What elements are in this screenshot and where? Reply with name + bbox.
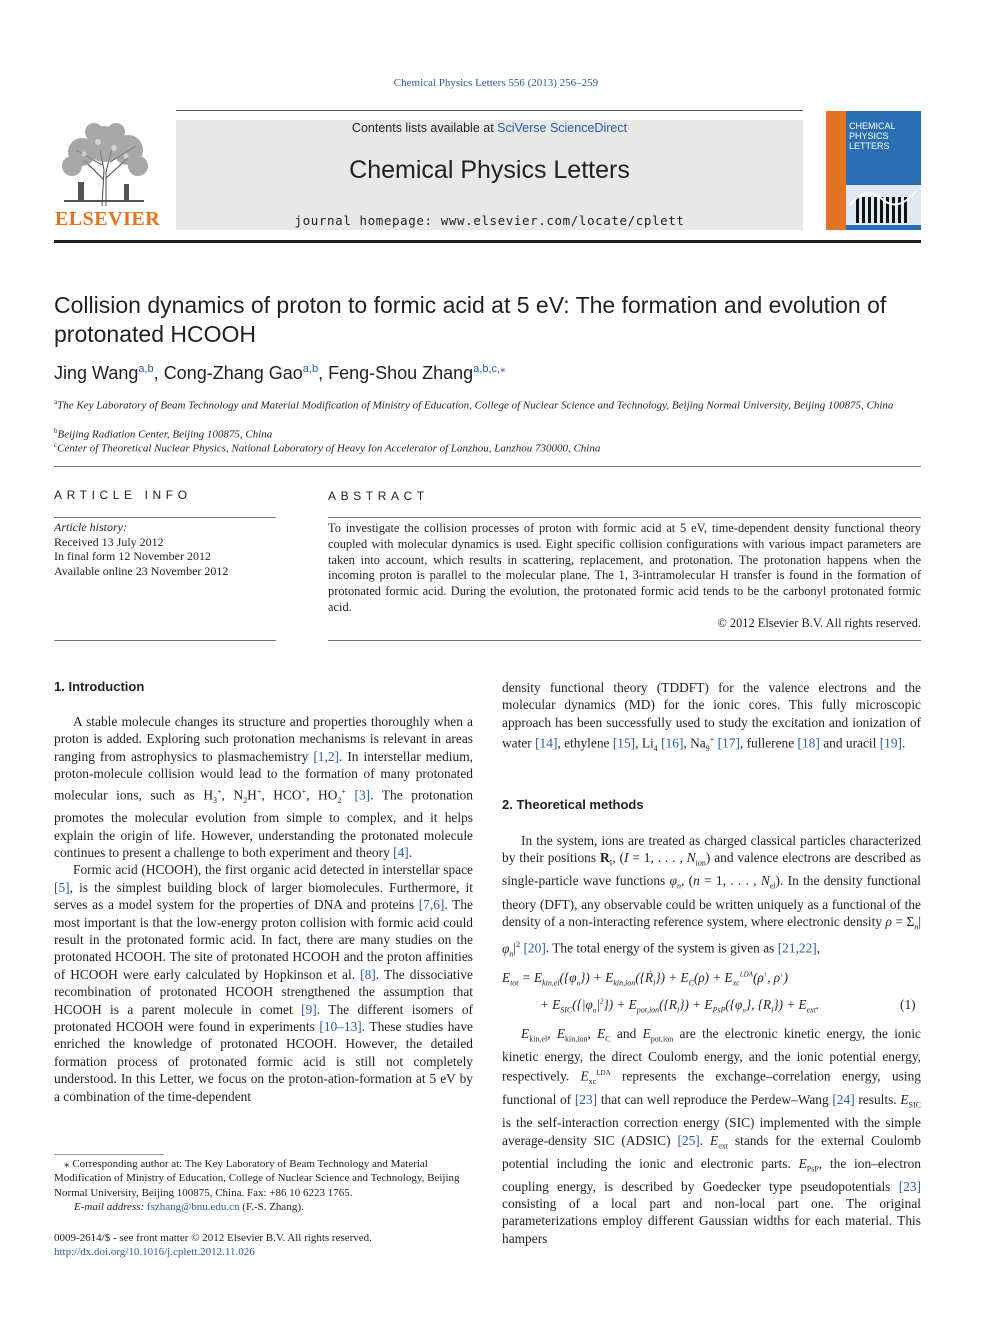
author-affil-mark[interactable]: a,b <box>302 363 319 375</box>
paragraph: In the system, ions are treated as charged classical particles characterized by their positions $R_I$, (I = 1, . . . , $N_{ion}$) and valence electrons are described as single-particle wave functions $\varphi_n$, (n = 1, . . . , $N_{el}$). In the density functional theory (DFT), any observable could be written uniquely as a functional of the density of a non-interacting reference system, where electronic density $\rho = \Sigma_n|\varphi_n|^2$ [20]. The total energy of the system is given as [21,22], <box>502 833 922 959</box>
divider <box>328 640 921 641</box>
abstract-copyright: © 2012 Elsevier B.V. All rights reserved. <box>717 616 921 630</box>
equation-line-2: + $E_{SIC}(\{|\varphi_n|^2\}) + E_{pot,ion}(\{R_I\}) + E_{PsP}(\{\varphi_n\}$, $\{R_I\}) + E_{ext}$. <box>540 997 820 1015</box>
journal-title: Chemical Physics Letters <box>349 156 630 184</box>
author-separator: , <box>318 363 329 383</box>
section-heading-theoretical-methods: 2. Theoretical methods <box>502 797 644 812</box>
paragraph: Formic acid (HCOOH), the first organic acid detected in interstellar space [5], is the simplest building block of larger biomolecules. Furthermore, it serves as a model system for the properties of DNA and proteins [7,6]. The most important is that the low-energy proton collision with formic acid could result in the protonated formic acid. In fact, there are many studies on the protonated HCOOH. The site of protonated HCOOH and the proton affinities of HCOOH were early calculated by Hopkinson et al. [8]. The dissociative recombination of protonated HCOOH strengthened the assumption that HCOOH is a parent molecule in comet [9]. The different isomers of protonated HCOOH were found in experiments [10–13]. These studies have enriched the knowledge of protonated HCOOH. However, the detailed formation process of protonated formic acid is still not completely understood. In this Letter, we focus on the proton-ation-formation at 5 eV by a combination of the time-dependent <box>54 862 474 1104</box>
affiliation-text: The Key Laboratory of Beam Technology and Material Modification of Ministry of Education, College of Nuclear Science and Technology, Beijing Normal University, Beijing 100875, China <box>57 399 894 412</box>
article-info-heading: ARTICLE INFO <box>54 488 192 502</box>
doi-link[interactable]: http://dx.doi.org/10.1016/j.cplett.2012.11.026 <box>54 1246 255 1258</box>
header-thick-rule <box>54 240 921 243</box>
affiliation-mark: c <box>54 441 58 449</box>
email-link[interactable]: fszhang@bnu.edu.cn <box>146 1201 240 1213</box>
affiliation-text: Beijing Radiation Center, Beijing 100875, China <box>57 428 273 441</box>
contents-line <box>176 121 803 135</box>
paragraph: density functional theory (TDDFT) for the valence electrons and the molecular dynamics (MD) for the ionic cores. This fully microscopic approach has been successfully used to study the excitation and ionization of water [14], ethylene [15], $Li_4$ [16], $Na_9^+$ [17], fullerene [18] and uracil [19]. <box>502 680 921 754</box>
affiliation-mark: b <box>54 427 58 435</box>
divider <box>54 517 276 518</box>
author-list <box>54 362 506 384</box>
email-label: E-mail address: <box>74 1201 147 1213</box>
abstract-text: To investigate the collision processes of proton with formic acid at 5 eV, time-dependent density functional theory coupled with molecular dynamics is used. Eight specific collision configurations with various impact parameters are taken into account, which results in scattering, replacement, and protonation. The protonation happens when the incoming proton is parallel to the molecular plane. The 1, 3-intramolecular H transfer is found in the formation of protonated formic acid. During the evolution, the protonated formic acid tends to be the carbonyl protonated formic acid. <box>328 521 921 614</box>
header-top-rule <box>176 110 803 111</box>
journal-homepage[interactable]: journal homepage: www.elsevier.com/locate/cplett <box>294 213 685 228</box>
section-heading-introduction: 1. Introduction <box>54 679 145 694</box>
author-name[interactable]: Feng-Shou Zhang <box>328 363 474 383</box>
introduction-body <box>54 713 473 1105</box>
history-label: Article history: <box>54 520 127 534</box>
publisher-logo: ELSEVIER <box>55 208 161 230</box>
affiliation <box>54 395 914 413</box>
journal-citation[interactable]: Chemical Physics Letters 556 (2013) 256–259 <box>393 77 599 89</box>
divider <box>54 466 921 467</box>
methods-body-continued <box>502 1025 921 1247</box>
sciencedirect-link[interactable]: SciVerse ScienceDirect <box>497 121 628 135</box>
divider <box>328 517 921 518</box>
author-affil-mark[interactable]: a,b,c,⁎ <box>473 363 506 375</box>
equation-number: (1) <box>900 997 916 1012</box>
cover-graphic <box>846 185 921 225</box>
email-note <box>54 1200 473 1214</box>
author-affil-mark[interactable]: a,b <box>138 363 154 375</box>
equation-line-1: $E_{tot} = E_{kin,el}(\{\varphi_n\})$ + $E_{kin,ion}(\{Ṙ_I\}) + E_C(\rho) + E_{xc}^{LDA}(\rho^↑$, ρ↓) <box>502 970 789 988</box>
article-history <box>54 520 228 578</box>
elsevier-tree-logo <box>54 120 154 208</box>
methods-body <box>502 832 921 963</box>
author-name[interactable]: Cong-Zhang Gao <box>163 363 303 383</box>
online-date: Available online 23 November 2012 <box>54 563 229 578</box>
paragraph: $E_{kin,el}$, $E_{kin,ion}$, $E_C$ and $E_{pot,ion}$ are the electronic kinetic energy, the ionic kinetic energy, the direct Coulomb energy, and the ionic potential energy, respectively. $E_{xc}^{LDA}$ represents the exchange–correlation energy, using functional of [23] that can well reproduce the Perdew–Wang [24] results. $E_{SIC}$ is the self-interaction correction energy (SIC) implemented with the simple average-density SIC (ADSIC) [25]. $E_{ext}$ stands for the external Coulomb potential including the ionic and electronic parts. $E_{PsP}$, the ion–electron coupling energy, is described by Goedecker type pseudopotentials [23] consisting of a local part and non-local part one. The original parameterizations employ different Gaussian widths for each material. This hampers <box>502 1026 921 1246</box>
abstract-heading: ABSTRACT <box>328 489 429 503</box>
final-form-date: In final form 12 November 2012 <box>54 549 211 563</box>
issn-line: 0009-2614/$ - see front matter © 2012 Elsevier B.V. All rights reserved. <box>54 1232 372 1244</box>
article-title: Collision dynamics of proton to formic acid at 5 eV: The formation and evolution of protonated HCOOH <box>54 292 887 347</box>
cover-title: CHEMICAL PHYSICS LETTERS <box>849 121 896 151</box>
cover-stripe <box>826 111 846 230</box>
introduction-body-continued <box>502 679 921 758</box>
divider <box>54 640 276 641</box>
affiliation <box>54 438 914 456</box>
contents-prefix: Contents lists available at <box>351 121 498 135</box>
affiliation-mark: a <box>54 398 58 406</box>
paragraph: A stable molecule changes its structure and properties thoroughly when a proton is added. Exploring such protonation mechanisms is relevant in areas ranging from astrophysics to plasmachemistry [1,2]. In interstellar medium, proton-molecule collision would lead to the formation of many protonated molecular ions, such as $H_3^+$, $N_2H^+$, HCO+, $HO_2^+$ [3]. The protonation promotes the molecular evolution from simple to complex, and it helps explain the origin of life. However, understanding the protonated molecule continues to present a challenge to both experiment and theory [4]. <box>54 714 473 860</box>
corresponding-author-note: ⁎ Corresponding author at: The Key Laboratory of Beam Technology and Material Modification of Ministry of Education, College of Nuclear Science and Technology, Beijing Normal University, Beijing 100875, China. Fax: +86 10 6223 1765. <box>54 1158 460 1199</box>
footnote-rule <box>54 1154 164 1155</box>
author-name[interactable]: Jing Wang <box>54 363 139 383</box>
received-date: Received 13 July 2012 <box>54 534 164 549</box>
email-suffix: (F.-S. Zhang). <box>239 1201 304 1213</box>
author-separator: , <box>153 363 164 383</box>
affiliation-text: Center of Theoretical Nuclear Physics, National Laboratory of Heavy Ion Accelerator of Lanzhou, Lanzhou 730000, China <box>57 442 601 455</box>
